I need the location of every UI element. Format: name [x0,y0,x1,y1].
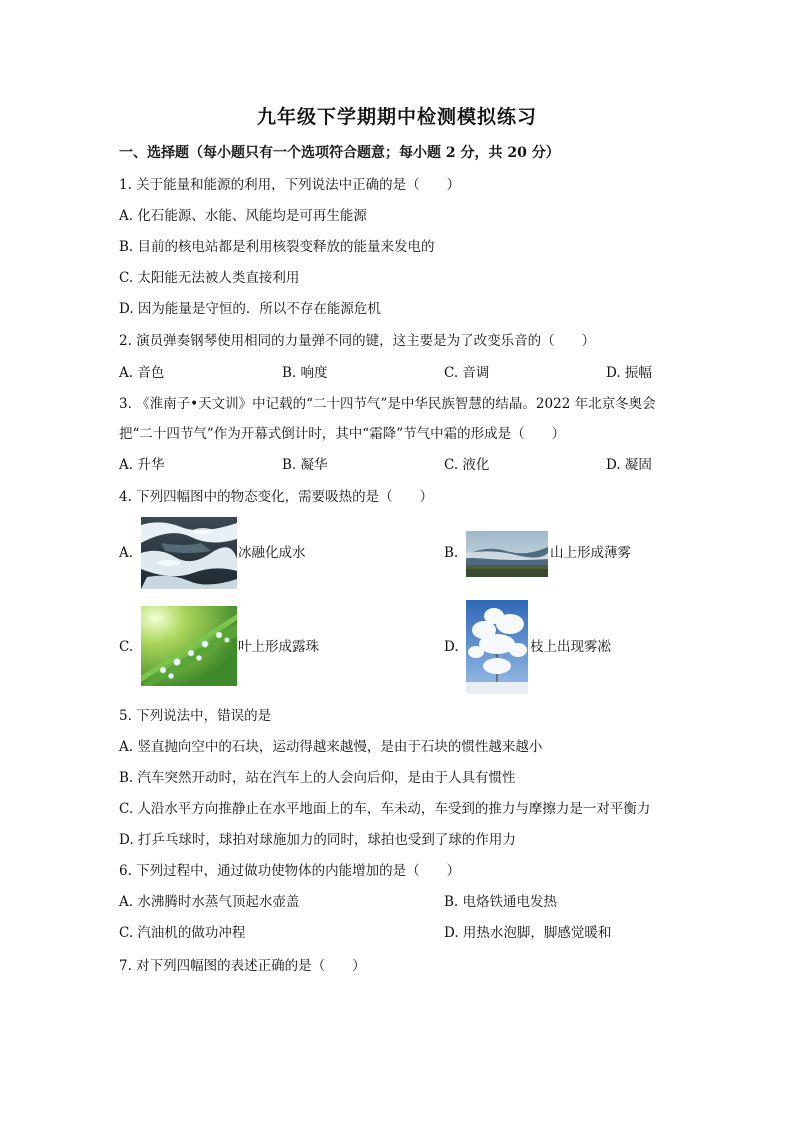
leaf-dew-photo [141,606,237,686]
option-a: A. 竖直抛向空中的石块，运动得越来越慢，是由于石块的惯性越来越小 [119,739,543,755]
option-c-caption: 叶上形成露珠 [238,639,319,655]
question-stem-line-1: 3. 《淮南子•天文训》中记载的“二十四节气”是中华民族智慧的结晶。2022 年北京冬奥会 [119,396,656,412]
option-a: A. 音色 [119,365,165,381]
question-stem: 5. 下列说法中，错误的是 [119,708,272,724]
option-b-letter: B. [444,545,459,561]
option-d: D. 凝固 [606,457,652,473]
mountain-mist-photo [466,531,548,577]
option-b: B. 汽车突然开动时，站在汽车上的人会向后仰，是由于人具有惯性 [119,770,516,786]
ice-melting-photo [141,517,237,589]
option-b: B. 凝华 [282,457,328,473]
page-title: 九年级下学期期中检测模拟练习 [256,106,537,128]
option-c: C. 液化 [444,457,490,473]
question-stem: 6. 下列过程中，通过做功使物体的内能增加的是（ ） [119,863,461,879]
option-c: C. 人沿水平方向推静止在水平地面上的车，车未动，车受到的推力与摩擦力是一对平衡力 [119,801,651,817]
option-c: C. 汽油机的做功冲程 [119,925,246,941]
option-a: A. 水沸腾时水蒸气顶起水壶盖 [119,894,300,910]
question-stem: 7. 对下列四幅图的表述正确的是（ ） [119,958,366,974]
option-b: B. 响度 [282,365,328,381]
option-d: D. 因为能量是守恒的．所以不存在能源危机 [119,301,381,317]
option-d: D. 打乒乓球时，球拍对球施加力的同时，球拍也受到了球的作用力 [119,832,516,848]
option-c-letter: C. [119,639,134,655]
option-d: D. 用热水泡脚，脚感觉暖和 [444,925,612,941]
option-b: B. 目前的核电站都是利用核裂变释放的能量来发电的 [119,239,435,255]
option-a-letter: A. [119,545,134,561]
question-stem: 1. 关于能量和能源的利用，下列说法中正确的是（ ） [119,177,461,193]
question-stem: 4. 下列四幅图中的物态变化，需要吸热的是（ ） [119,489,434,505]
rime-tree-photo [466,600,528,694]
option-a-caption: 冰融化成水 [238,545,306,561]
option-a: A. 化石能源、水能、风能均是可再生能源 [119,208,367,224]
section-heading: 一、选择题（每小题只有一个选项符合题意；每小题 2 分，共 20 分） [119,145,560,161]
option-b: B. 电烙铁通电发热 [444,894,558,910]
option-d-letter: D. [444,639,459,655]
question-stem: 2. 演员弹奏钢琴使用相同的力量弹不同的键，这主要是为了改变乐音的（ ） [119,333,596,349]
option-c: C. 太阳能无法被人类直接利用 [119,270,300,286]
option-c: C. 音调 [444,365,490,381]
question-stem-line-2: 把“二十四节气”作为开幕式倒计时，其中“霜降”节气中霜的形成是（ ） [119,426,566,442]
option-d-caption: 枝上出现雾凇 [530,639,611,655]
option-d: D. 振幅 [606,365,652,381]
option-b-caption: 山上形成薄雾 [550,545,631,561]
option-a: A. 升华 [119,457,165,473]
